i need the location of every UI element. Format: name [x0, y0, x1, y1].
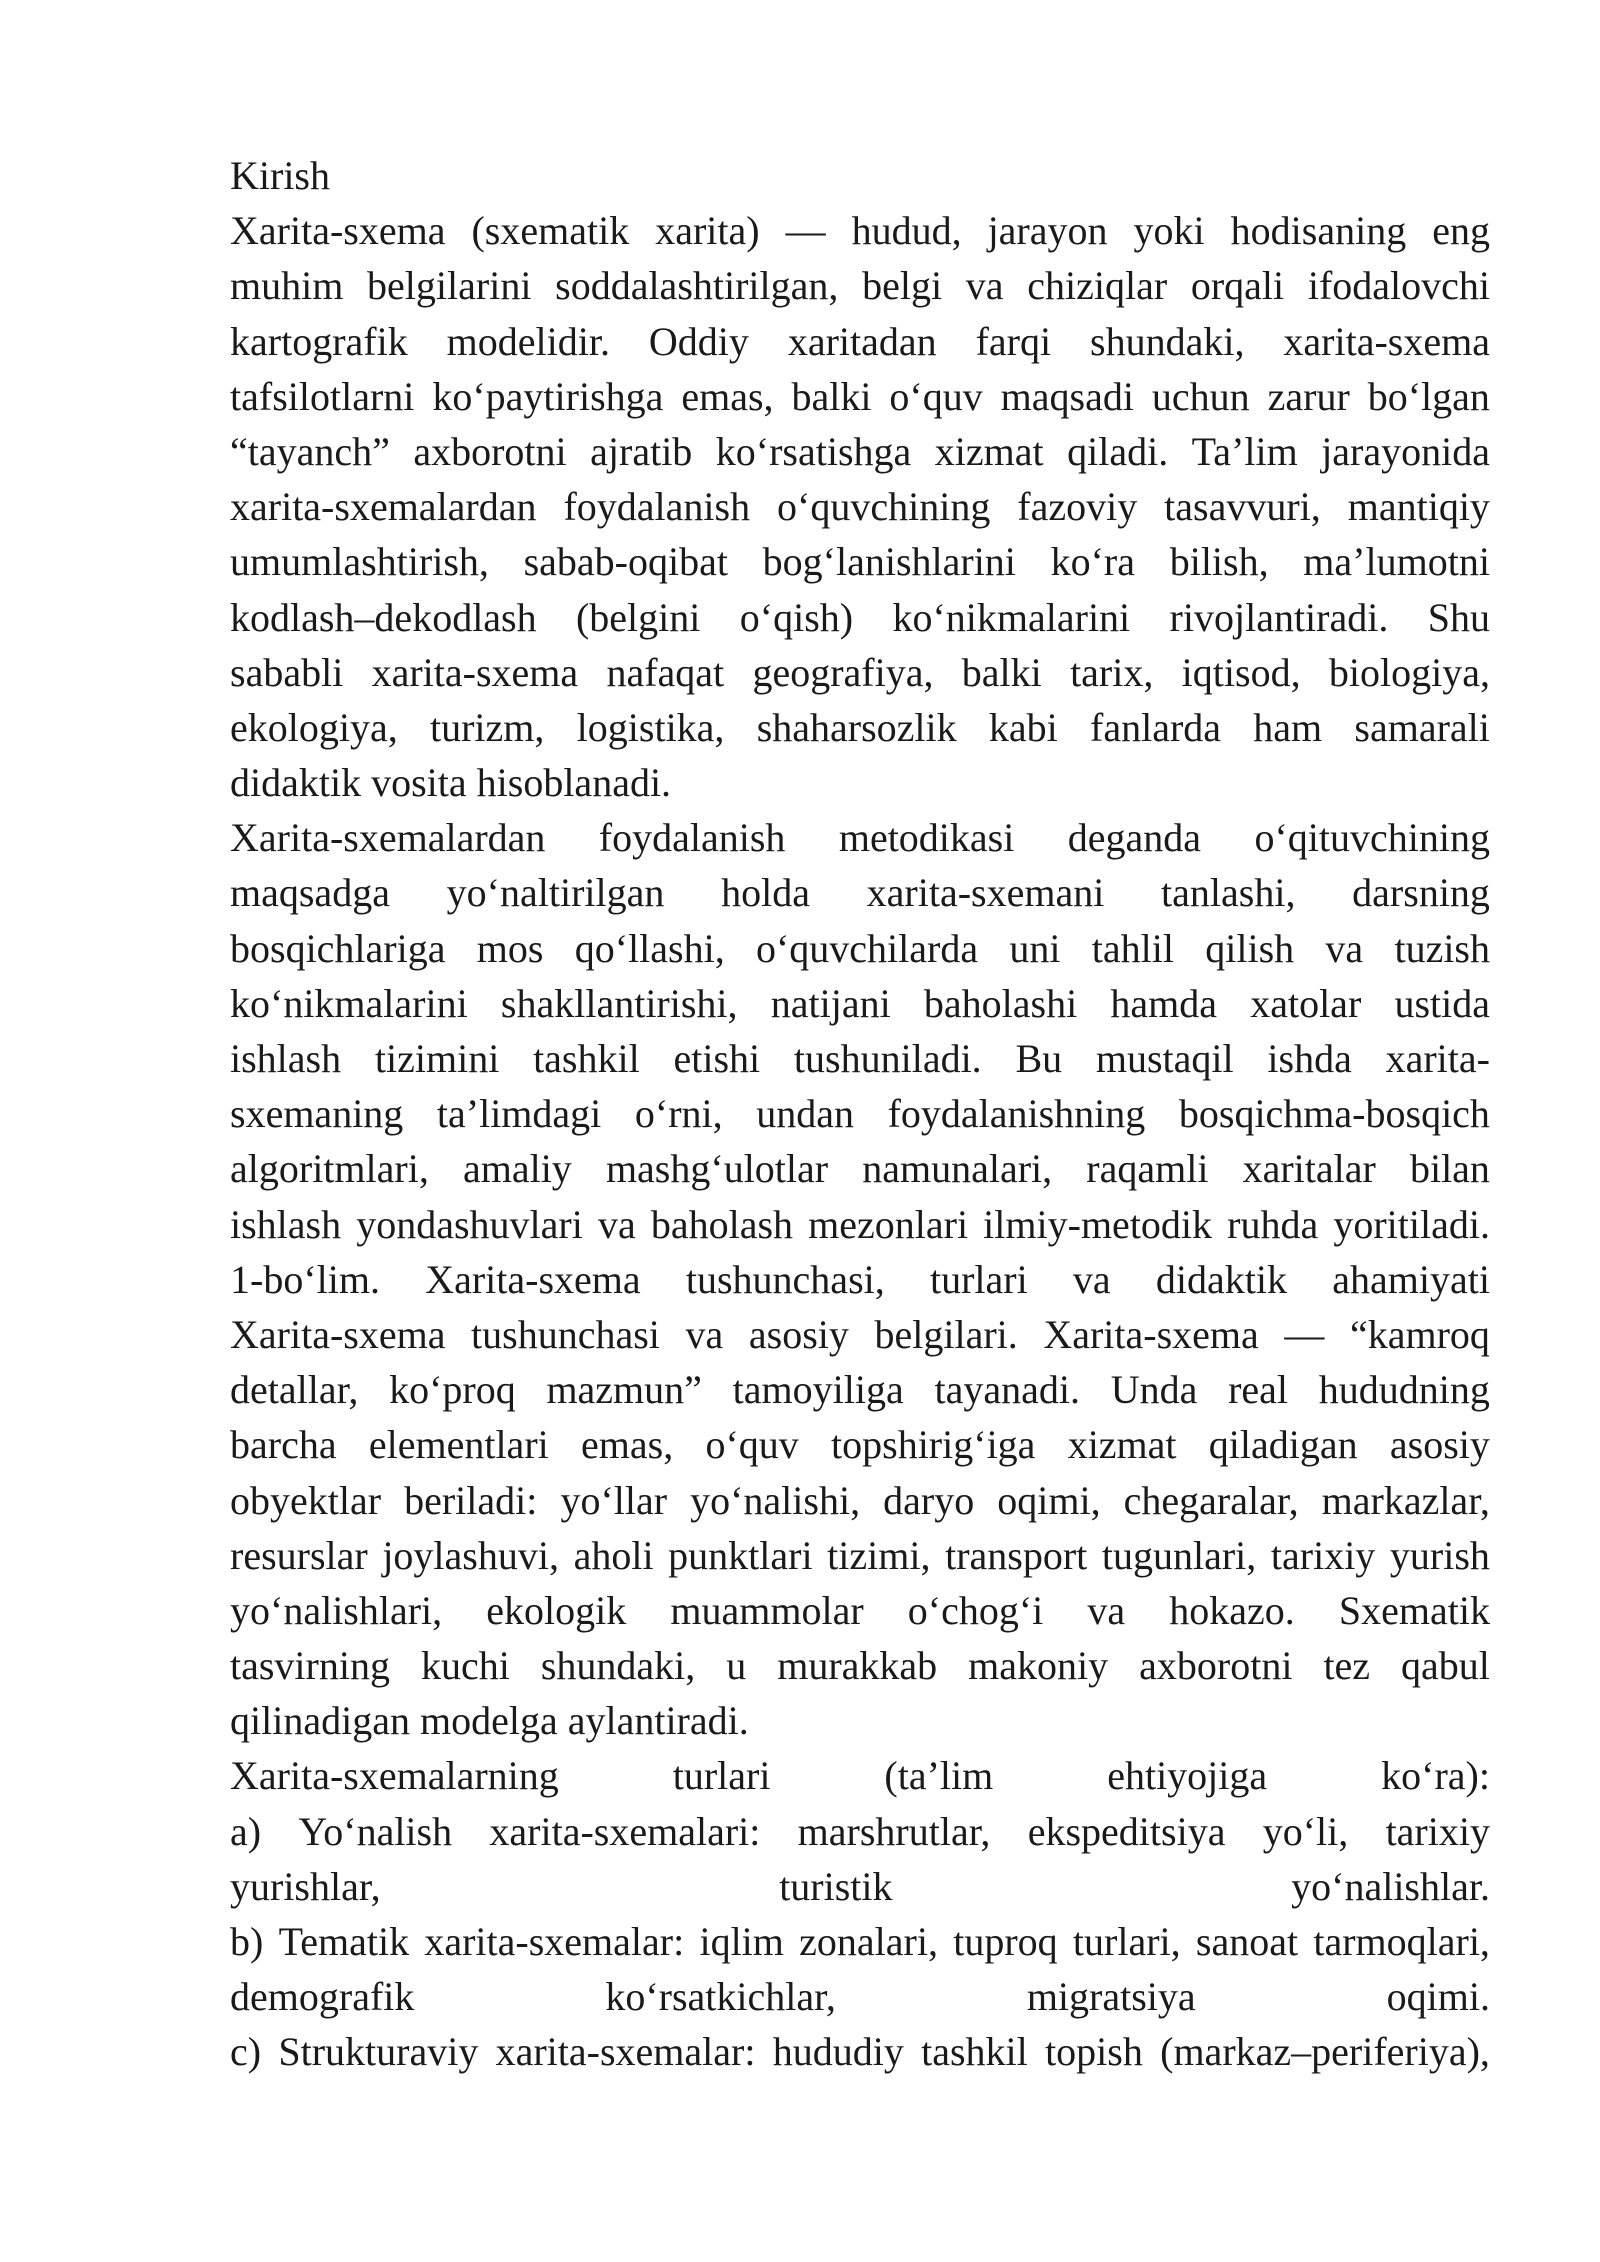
- word: ustida: [1394, 980, 1490, 1026]
- word: Xarita-sxema: [230, 1311, 446, 1357]
- text-line: [230, 810, 1490, 865]
- word: sxemaning: [230, 1091, 404, 1137]
- word: oʻquv: [705, 1422, 799, 1468]
- word: zarur: [1267, 373, 1350, 419]
- word: qoʻllashi,: [574, 925, 725, 971]
- text-line: [230, 424, 1490, 479]
- word: yoʻnaltirilgan: [446, 870, 665, 916]
- word: markazlar,: [1321, 1477, 1490, 1523]
- text-line: [230, 1362, 1490, 1417]
- word: modelidir.: [446, 318, 610, 364]
- word: (sxematik: [471, 208, 630, 254]
- text-line: [230, 865, 1490, 920]
- word: darsning: [1352, 870, 1490, 916]
- text-line: [230, 1859, 1490, 1914]
- word: xatolar: [1250, 980, 1362, 1026]
- word: kartografik: [230, 318, 408, 364]
- word: fanlarda: [1090, 704, 1222, 750]
- text-line: [230, 921, 1490, 976]
- word: detallar,: [230, 1367, 359, 1413]
- word: 1-boʻlim.: [230, 1256, 380, 1302]
- word: Ta’lim: [1191, 428, 1298, 474]
- word: ishlash: [230, 1036, 342, 1081]
- word: (markaz–periferiya),: [1160, 2029, 1490, 2075]
- word: oqimi.: [1386, 1974, 1490, 2020]
- word: yurish: [1389, 1532, 1490, 1578]
- word: hodisaning: [1230, 208, 1407, 254]
- word: tuproq: [953, 1919, 1058, 1964]
- section-heading: [230, 148, 1490, 203]
- word: turlari: [929, 1256, 1028, 1302]
- word: yoʻllar: [560, 1477, 668, 1523]
- word: shakllantirishi,: [500, 980, 738, 1026]
- word: algoritmlari,: [230, 1146, 429, 1192]
- word: oqimi,: [997, 1477, 1101, 1523]
- word: turlari,: [1072, 1919, 1181, 1964]
- word: turlari: [672, 1753, 771, 1799]
- word: Xarita-sxemalardan: [230, 815, 546, 861]
- word: oʻqish): [739, 594, 854, 640]
- word: sanoat: [1195, 1919, 1299, 1964]
- word: real: [1228, 1367, 1289, 1413]
- word: “tayanch”: [230, 428, 390, 474]
- word: turistik: [779, 1863, 893, 1909]
- word: yoʻnalishi,: [690, 1477, 861, 1523]
- word: oʻqituvchining: [1254, 815, 1490, 861]
- word: koʻra: [1050, 539, 1136, 585]
- word: koʻproq: [389, 1367, 516, 1413]
- word: nafaqat: [606, 649, 725, 695]
- word: Unda: [1110, 1367, 1198, 1413]
- word: mustaqil: [1095, 1036, 1234, 1081]
- text-line: [230, 1748, 1490, 1803]
- word: deganda: [1067, 815, 1202, 861]
- word: muhim: [230, 263, 344, 309]
- word: sabab-oqibat: [523, 539, 728, 585]
- text-line: [230, 258, 1490, 313]
- word: yoʻnalishlari,: [230, 1587, 443, 1633]
- text-line: [230, 1473, 1490, 1528]
- word: marshrutlar,: [797, 1808, 991, 1854]
- word: hokazo.: [1169, 1587, 1295, 1633]
- word: etishi: [673, 1036, 761, 1081]
- word: undan: [756, 1091, 854, 1137]
- word: didaktik: [1155, 1256, 1287, 1302]
- word: didaktik: [230, 760, 362, 806]
- word: holda: [721, 870, 810, 916]
- word: yoʻli,: [1262, 1808, 1349, 1854]
- word: tushunchasi,: [685, 1256, 885, 1302]
- word: tarmoqlari,: [1313, 1919, 1490, 1964]
- word: koʻra):: [1381, 1753, 1490, 1799]
- word: Yoʻnalish: [298, 1808, 453, 1854]
- word: Kirish: [230, 153, 330, 198]
- word: bogʻlanishlarini: [762, 539, 1016, 585]
- word: boʻlgan: [1367, 373, 1490, 419]
- word: uchun: [1151, 373, 1250, 419]
- word: u: [726, 1643, 747, 1689]
- word: b): [230, 1919, 264, 1964]
- word: tarixiy: [1385, 1808, 1490, 1854]
- word: foydalanishning: [887, 1091, 1146, 1137]
- word: logistika,: [576, 704, 725, 750]
- word: punktlari: [668, 1532, 813, 1578]
- word: bilan: [1409, 1146, 1490, 1192]
- word: ishlash: [230, 1201, 342, 1247]
- word: makoniy: [968, 1643, 1109, 1689]
- word: yoki: [1133, 208, 1205, 254]
- word: ham: [1253, 704, 1323, 750]
- word: maqsadi: [1000, 373, 1134, 419]
- word: shaharsozlik: [756, 704, 957, 750]
- word: Xarita-sxemalarning: [230, 1753, 559, 1799]
- word: baholash: [650, 1201, 794, 1247]
- word: iqtisod,: [1181, 649, 1301, 695]
- word: koʻnikmalarini: [892, 594, 1131, 640]
- word: jarayonida: [1321, 428, 1490, 474]
- word: tasvirning: [230, 1643, 390, 1689]
- word: zonalari,: [799, 1919, 938, 1964]
- word: xarita-sxema: [1283, 318, 1490, 364]
- word: va: [685, 1311, 724, 1357]
- text-line: [230, 700, 1490, 755]
- word: asosiy: [1389, 1422, 1490, 1468]
- word: xaritadan: [787, 318, 937, 364]
- word: foydalanish: [598, 815, 786, 861]
- word: elementlari: [368, 1422, 549, 1468]
- word: (ta’lim: [884, 1753, 994, 1799]
- word: mantiqiy: [1347, 484, 1490, 530]
- word: ehtiyojiga: [1107, 1753, 1268, 1799]
- word: balki: [791, 373, 872, 419]
- word: tuzish: [1394, 925, 1490, 971]
- word: muammolar: [670, 1587, 864, 1633]
- word: axborotni: [1139, 1643, 1293, 1689]
- word: va: [597, 1201, 636, 1247]
- word: yondashuvlari: [356, 1201, 583, 1247]
- word: yoritiladi.: [1333, 1201, 1490, 1247]
- word: tashkil: [921, 2029, 1028, 2075]
- word: tizimini: [374, 1036, 500, 1081]
- word: koʻnikmalarini: [230, 980, 468, 1026]
- text-line: [230, 755, 1490, 810]
- word: ekologiya,: [230, 704, 398, 750]
- word: qilinadigan: [230, 1698, 410, 1744]
- word: shundaki,: [540, 1643, 696, 1689]
- word: —: [1284, 1311, 1325, 1357]
- word: topshirigʻiga: [831, 1422, 1036, 1468]
- word: metodikasi: [838, 815, 1015, 861]
- text-line: [230, 534, 1490, 589]
- word: Xarita-sxema: [1043, 1311, 1259, 1357]
- word: xarita-: [1385, 1036, 1490, 1081]
- word: shundaki,: [1090, 318, 1245, 364]
- word: rivojlantiradi.: [1169, 594, 1389, 640]
- word: chiziqlar: [1027, 263, 1168, 309]
- word: xarita-sxemalari:: [489, 1808, 761, 1854]
- word: yurishlar,: [230, 1863, 381, 1909]
- word: mezonlari: [808, 1201, 969, 1247]
- word: koʻpaytirishga: [432, 373, 664, 419]
- word: jarayon: [987, 208, 1108, 254]
- word: va: [1325, 925, 1364, 971]
- word: yoʻnalishlar.: [1291, 1863, 1490, 1909]
- word: oʻquvchining: [777, 484, 991, 530]
- word: soddalashtirilgan,: [555, 263, 839, 309]
- word: ilmiy-metodik: [983, 1201, 1213, 1247]
- word: tamoyiliga: [732, 1367, 904, 1413]
- word: tasavvuri,: [1164, 484, 1321, 530]
- word: qabul: [1401, 1643, 1490, 1689]
- word: turizm,: [429, 704, 545, 750]
- word: raqamli: [1086, 1146, 1209, 1192]
- word: xarita-sxema: [371, 649, 579, 695]
- word: oʻquv: [889, 373, 983, 419]
- word: iqlim: [699, 1919, 784, 1964]
- text-line: [230, 1693, 1490, 1748]
- word: chegaralar,: [1123, 1477, 1299, 1523]
- word: Oddiy: [648, 318, 749, 364]
- word: c): [230, 2029, 262, 2075]
- word: sababli: [230, 649, 344, 695]
- text-line: [230, 1307, 1490, 1362]
- word: aholi: [573, 1532, 654, 1578]
- word: daryo: [883, 1477, 975, 1523]
- word: ruhda: [1227, 1201, 1319, 1247]
- word: samarali: [1354, 704, 1490, 750]
- word: ifodalovchi: [1307, 263, 1490, 309]
- word: ahamiyati: [1332, 1256, 1490, 1302]
- word: Strukturaviy: [278, 2029, 479, 2075]
- text-line: [230, 314, 1490, 369]
- word: xarita-sxemani: [866, 870, 1105, 916]
- word: resurslar: [230, 1532, 368, 1578]
- word: obyektlar: [230, 1477, 382, 1523]
- word: xarita-sxemalar:: [424, 1919, 685, 1964]
- word: oʻquvchilarda: [755, 925, 979, 971]
- word: asosiy: [748, 1311, 849, 1357]
- document-body: [230, 148, 1490, 2080]
- word: baholashi: [923, 980, 1078, 1026]
- word: emas,: [581, 1422, 674, 1468]
- word: ekspeditsiya: [1027, 1808, 1226, 1854]
- word: modelga: [419, 1698, 558, 1744]
- word: kuchi: [420, 1643, 510, 1689]
- word: biologiya,: [1328, 649, 1490, 695]
- word: xarita-sxemalar:: [495, 2029, 756, 2075]
- text-line: [230, 1914, 1490, 1969]
- word: natijani: [770, 980, 891, 1026]
- word: beriladi:: [404, 1477, 538, 1523]
- word: hisoblanadi.: [476, 760, 672, 806]
- text-line: [230, 1252, 1490, 1307]
- word: tizimi,: [827, 1532, 931, 1578]
- word: ta’limdagi: [436, 1091, 602, 1137]
- word: vosita: [371, 760, 467, 806]
- word: qilish: [1205, 925, 1295, 971]
- word: hamda: [1110, 980, 1218, 1026]
- word: koʻrsatishga: [715, 428, 912, 474]
- word: koʻrsatkichlar,: [605, 1974, 836, 2020]
- word: Bu: [1015, 1036, 1063, 1081]
- word: ishda: [1267, 1036, 1352, 1081]
- word: tarix,: [1070, 649, 1154, 695]
- word: belgilarini: [367, 263, 532, 309]
- word: qiladigan: [1208, 1422, 1358, 1468]
- text-line: [230, 590, 1490, 645]
- word: emas,: [681, 373, 774, 419]
- word: namunalari,: [862, 1146, 1053, 1192]
- word: hududning: [1318, 1367, 1490, 1413]
- word: xarita-sxemalardan: [230, 484, 537, 530]
- text-line: [230, 479, 1490, 534]
- word: Xarita-sxema: [425, 1256, 641, 1302]
- text-line: [230, 1141, 1490, 1196]
- text-line: [230, 203, 1490, 258]
- word: oʻrni,: [634, 1091, 723, 1137]
- word: Sxematik: [1338, 1587, 1490, 1633]
- word: murakkab: [777, 1643, 938, 1689]
- word: mos: [476, 925, 544, 971]
- word: orqali: [1190, 263, 1285, 309]
- text-line: [230, 645, 1490, 700]
- word: bosqichma-bosqich: [1178, 1091, 1490, 1137]
- text-line: [230, 1638, 1490, 1693]
- word: barcha: [230, 1422, 337, 1468]
- text-line: [230, 1417, 1490, 1472]
- word: ajratib: [590, 428, 693, 474]
- word: tafsilotlarni: [230, 373, 415, 419]
- word: migratsiya: [1026, 1974, 1196, 2020]
- word: hududiy: [772, 2029, 904, 2075]
- word: tashkil: [533, 1036, 640, 1081]
- word: axborotni: [413, 428, 567, 474]
- word: belgi: [862, 263, 943, 309]
- word: tayanadi.: [934, 1367, 1080, 1413]
- word: kodlash–dekodlash: [230, 594, 537, 640]
- text-line: [230, 1528, 1490, 1583]
- text-line: [230, 1969, 1490, 2024]
- word: tez: [1323, 1643, 1371, 1689]
- word: Tematik: [278, 1919, 410, 1964]
- word: tushuniladi.: [793, 1036, 982, 1081]
- text-line: [230, 369, 1490, 424]
- word: (belgini: [575, 594, 701, 640]
- word: fazoviy: [1017, 484, 1138, 530]
- word: xizmat: [934, 428, 1044, 474]
- word: xarita): [655, 208, 760, 254]
- word: xaritalar: [1242, 1146, 1376, 1192]
- word: va: [965, 263, 1004, 309]
- word: belgilari.: [874, 1311, 1018, 1357]
- word: balki: [961, 649, 1042, 695]
- word: topish: [1045, 2029, 1143, 2075]
- word: tushunchasi: [471, 1311, 660, 1357]
- word: bilish,: [1169, 539, 1269, 585]
- word: xizmat: [1067, 1422, 1177, 1468]
- text-line: [230, 1804, 1490, 1859]
- text-line: [230, 1197, 1490, 1252]
- text-line: [230, 1086, 1490, 1141]
- word: uni: [1009, 925, 1061, 971]
- word: qiladi.: [1067, 428, 1169, 474]
- word: umumlashtirish,: [230, 539, 489, 585]
- text-line: [230, 1031, 1490, 1086]
- word: demografik: [230, 1974, 415, 2020]
- text-line: [230, 2024, 1490, 2079]
- word: amaliy: [462, 1146, 572, 1192]
- word: mashgʻulotlar: [605, 1146, 829, 1192]
- word: foydalanish: [563, 484, 751, 530]
- word: va: [1087, 1587, 1126, 1633]
- word: bosqichlariga: [230, 925, 446, 971]
- word: geografiya,: [752, 649, 934, 695]
- word: “kamroq: [1349, 1311, 1490, 1357]
- word: tugunlari,: [1101, 1532, 1257, 1578]
- word: aylantiradi.: [567, 1698, 749, 1744]
- word: eng: [1432, 208, 1490, 254]
- word: joylashuvi,: [382, 1532, 559, 1578]
- word: —: [785, 208, 826, 254]
- word: mazmun”: [546, 1367, 702, 1413]
- word: tanlashi,: [1161, 870, 1296, 916]
- word: oʻchogʻi: [907, 1587, 1044, 1633]
- word: tarixiy: [1270, 1532, 1376, 1578]
- word: Shu: [1427, 594, 1490, 640]
- word: maqsadga: [230, 870, 390, 916]
- word: tahlil: [1091, 925, 1174, 971]
- word: va: [1072, 1256, 1111, 1302]
- word: ekologik: [486, 1587, 627, 1633]
- text-line: [230, 1583, 1490, 1638]
- word: farqi: [975, 318, 1052, 364]
- word: ma’lumotni: [1303, 539, 1490, 585]
- word: Xarita-sxema: [230, 208, 446, 254]
- word: hudud,: [851, 208, 962, 254]
- text-line: [230, 976, 1490, 1031]
- word: a): [230, 1808, 262, 1854]
- word: transport: [945, 1532, 1088, 1578]
- word: kabi: [988, 704, 1058, 750]
